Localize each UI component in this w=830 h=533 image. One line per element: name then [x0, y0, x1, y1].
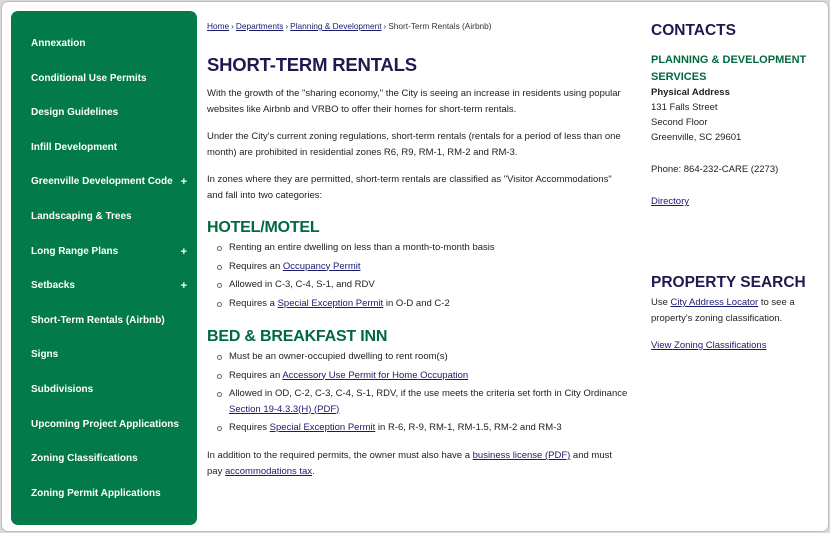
categories-paragraph: In zones where they are permitted, short-term rentals are classified as "Visitor Accommodations" and fall into two categories: — [207, 174, 612, 201]
sidebar-nav — [11, 11, 197, 525]
hotel-motel-list — [217, 240, 629, 314]
list-item — [217, 277, 629, 293]
list-item — [217, 420, 629, 436]
zoning-paragraph: Under the City's current zoning regulations, short-term rentals (rentals for a period of less than one month) are prohibited in residential zones R6, R9, RM-1, RM-2 and RM-3. — [207, 131, 621, 158]
accessory-use-permit-link[interactable]: Accessory Use Permit for Home Occupation — [282, 369, 469, 381]
list-item — [217, 349, 629, 365]
list-item-text: Requires a — [229, 297, 278, 309]
special-exception-permit-link-2[interactable]: Special Exception Permit — [269, 422, 376, 433]
list-item — [217, 386, 629, 417]
sidebar-item[interactable] — [31, 345, 189, 365]
property-search-text — [651, 295, 811, 326]
sidebar-item-label: Short-Term Rentals (Airbnb) — [31, 314, 165, 326]
closing-text: In addition to the required permits, the owner must also have a — [207, 450, 473, 461]
address-line-2: Second Floor — [651, 117, 708, 128]
expand-plus-icon[interactable]: + — [180, 245, 187, 258]
sidebar-item[interactable] — [31, 34, 189, 54]
list-item — [217, 296, 629, 312]
sidebar-item[interactable] — [31, 484, 189, 504]
breadcrumb-separator: › — [383, 21, 387, 31]
business-license-link[interactable]: business license (PDF) — [472, 450, 571, 461]
sidebar-item-label: Design Guidelines — [31, 107, 119, 119]
sidebar-item[interactable] — [31, 415, 189, 435]
page-frame — [1, 1, 829, 532]
list-item-text: Allowed in OD, C-2, C-3, C-4, S-1, RDV, if the use meets the criteria set forth in City Ordinance — [229, 388, 628, 399]
special-exception-permit-link[interactable]: Special Exception Permit — [277, 297, 384, 309]
department-name: PLANNING & DEVELOPMENT SERVICES — [651, 54, 807, 83]
sidebar-item[interactable] — [31, 172, 189, 192]
property-search-title: PROPERTY SEARCH — [651, 274, 806, 291]
ordinance-section-link[interactable]: Section 19-4.3.3(H) (PDF) — [229, 403, 340, 415]
sidebar-item-label: Subdivisions — [31, 384, 94, 395]
sidebar-item[interactable] — [31, 311, 189, 331]
address-line-1: 131 Falls Street — [651, 102, 718, 113]
page-title: SHORT-TERM RENTALS — [207, 54, 417, 75]
phone-number: Phone: 864-232-CARE (2273) — [651, 164, 779, 175]
sidebar-item-label: Signs — [31, 349, 59, 361]
accommodations-tax-link[interactable]: accommodations tax — [224, 465, 313, 477]
expand-plus-icon[interactable]: + — [180, 280, 187, 293]
breadcrumb-separator: › — [231, 21, 234, 31]
address-line-3: Greenville, SC 29601 — [651, 132, 742, 143]
list-item-text: Requires an — [229, 260, 283, 272]
sidebar-item-label: Zoning Classifications — [31, 453, 138, 465]
directory-link[interactable]: Directory — [651, 196, 690, 207]
list-item — [217, 259, 629, 275]
sidebar-item-label: Annexation — [31, 38, 86, 49]
occupancy-permit-link[interactable]: Occupancy Permit — [282, 260, 361, 272]
list-item — [217, 240, 629, 256]
bed-breakfast-heading: BED & BREAKFAST INN — [207, 328, 388, 345]
breadcrumb — [207, 21, 492, 31]
property-text: Use — [651, 297, 671, 308]
closing-text: . — [312, 465, 315, 477]
sidebar-item[interactable] — [31, 103, 189, 123]
breadcrumb-planning-link[interactable]: Planning & Development — [290, 21, 382, 31]
sidebar-item-label: Landscaping & Trees — [31, 211, 132, 222]
property-text: to see a property's zoning classification. — [651, 297, 795, 324]
sidebar-item-label: Infill Development — [31, 141, 118, 153]
closing-text: and must pay — [207, 450, 613, 477]
sidebar-item[interactable] — [31, 207, 189, 227]
breadcrumb-home-link[interactable]: Home — [207, 21, 230, 31]
bed-breakfast-list — [217, 349, 629, 439]
breadcrumb-current: Short-Term Rentals (Airbnb) — [388, 21, 492, 31]
list-item-text: in O-D and C-2 — [383, 297, 450, 309]
list-item-text: in R-6, R-9, RM-1, RM-1.5, RM-2 and RM-3 — [375, 422, 562, 433]
list-item-text: Must be an owner-occupied dwelling to rent room(s) — [229, 351, 448, 362]
intro-paragraph: With the growth of the "sharing economy," the City is seeing an increase in residents using popular websites like Airbnb and VRBO to offer their homes for short-term rentals. — [207, 88, 621, 115]
list-item-text: Allowed in C-3, C-4, S-1, and RDV — [229, 279, 375, 290]
list-item-text: Renting an entire dwelling on less than a month-to-month basis — [229, 242, 495, 253]
city-address-locator-link[interactable]: City Address Locator — [670, 297, 759, 308]
hotel-motel-heading: HOTEL/MOTEL — [207, 219, 320, 236]
breadcrumb-departments-link[interactable]: Departments — [235, 21, 284, 31]
sidebar-item[interactable] — [31, 276, 189, 296]
sidebar-item-label: Long Range Plans — [31, 245, 119, 257]
sidebar-item-label: Zoning Permit Applications — [31, 487, 161, 499]
sidebar-item[interactable] — [31, 380, 189, 400]
closing-paragraph — [207, 448, 629, 479]
list-item-text: Requires — [229, 422, 270, 433]
sidebar-item[interactable] — [31, 449, 189, 469]
sidebar-item-label: Upcoming Project Applications — [31, 418, 179, 430]
expand-plus-icon[interactable]: + — [180, 176, 187, 189]
sidebar-item[interactable] — [31, 242, 189, 262]
address-label: Physical Address — [651, 87, 730, 98]
contacts-title: CONTACTS — [651, 22, 736, 39]
sidebar-item[interactable] — [31, 69, 189, 89]
sidebar-item-label: Conditional Use Permits — [31, 72, 147, 84]
breadcrumb-separator: › — [285, 21, 289, 31]
sidebar-item-label: Greenville Development Code — [31, 176, 173, 188]
sidebar-item-label: Setbacks — [31, 280, 75, 292]
view-zoning-classifications-link[interactable]: View Zoning Classifications — [651, 340, 767, 351]
sidebar-item[interactable] — [31, 138, 189, 158]
list-item — [217, 368, 629, 384]
list-item-text: Requires an — [229, 369, 283, 381]
